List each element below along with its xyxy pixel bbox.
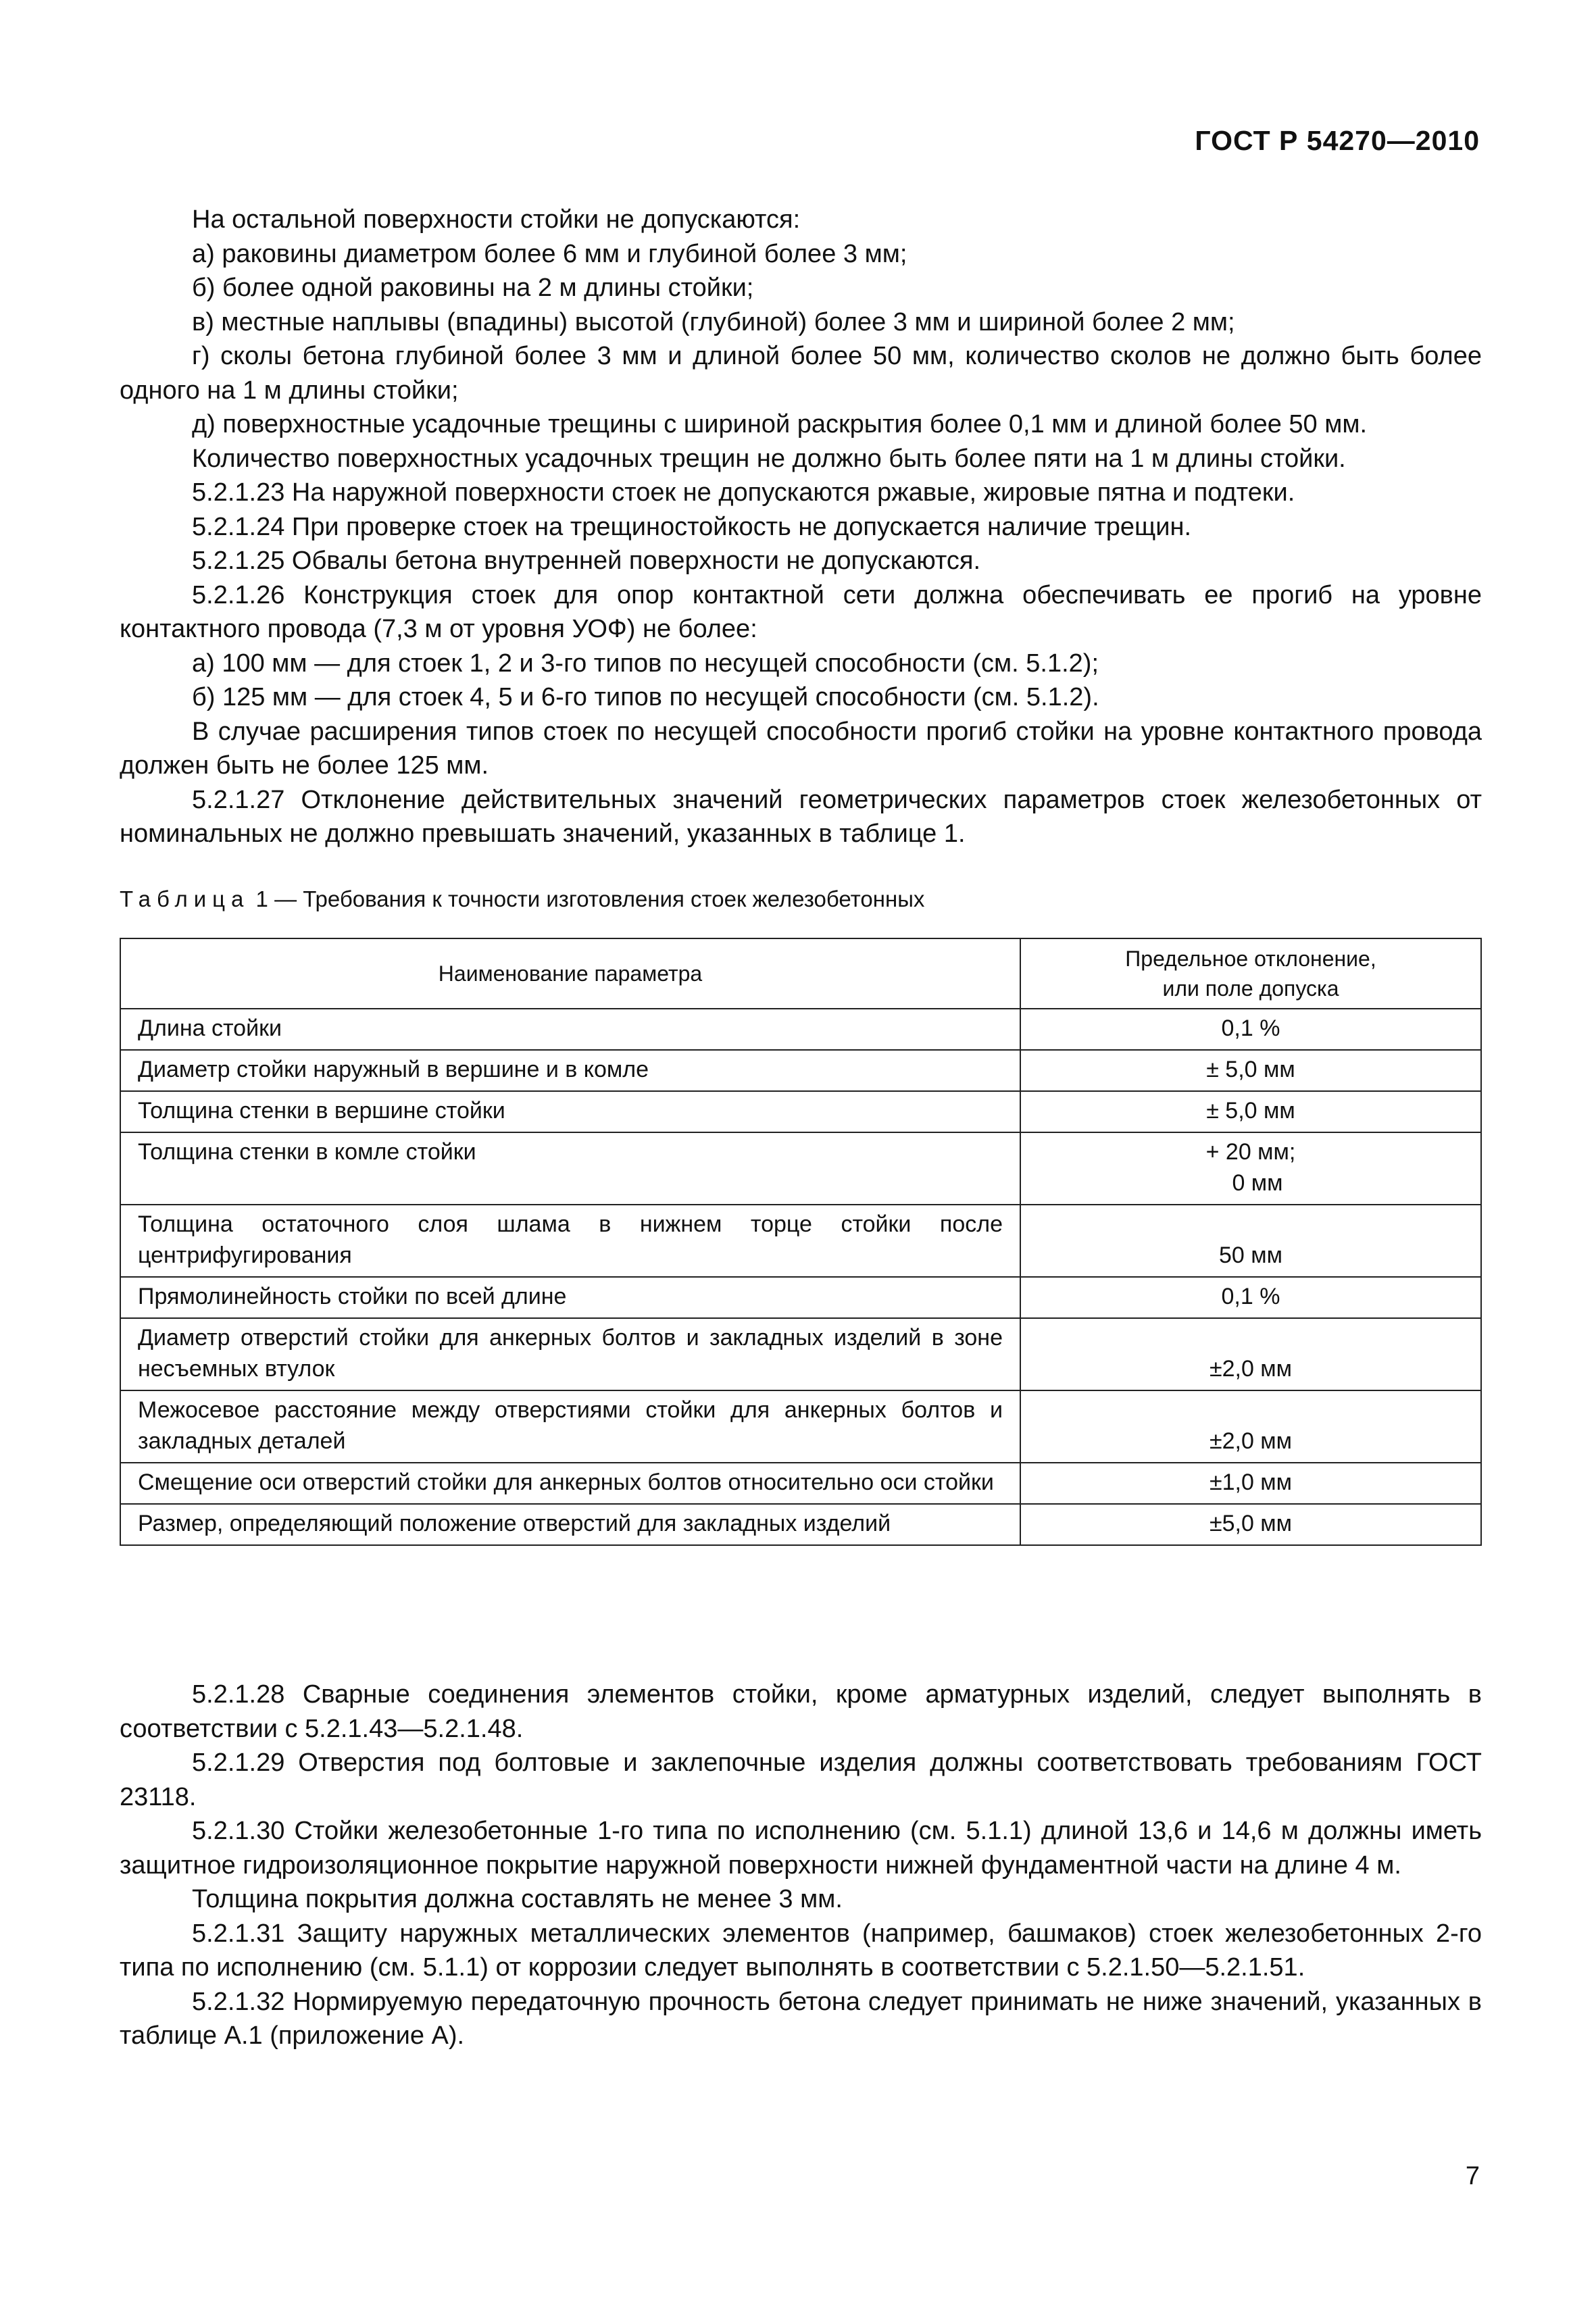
paragraph: Количество поверхностных усадочных трещин не должно быть более пяти на 1 м длины стойки. [192,444,1346,473]
paragraph: д) поверхностные усадочные трещины с шириной раскрытия более 0,1 мм и длиной более 50 мм. [192,410,1368,438]
tolerance-cell: 0,1 % [1020,1277,1481,1318]
table-caption-label: Таблица [120,886,250,911]
table-row [120,1463,1481,1504]
paragraph: б) 125 мм — для стоек 4, 5 и 6-го типов по несущей способности (см. 5.1.2). [192,683,1099,711]
paragraph: 5.2.1.26 Конструкция стоек для опор контактной сети должна обеспечивать ее прогиб на уровне контактного провода (7,3 м от уровня УОФ) не более: [120,580,1482,643]
requirements-table [120,938,1482,1546]
paragraph: 5.2.1.28 Сварные соединения элементов стойки, кроме арматурных изделий, следует выполнять в соответствии с 5.2.1.43—5.2.1.48. [120,1680,1482,1743]
tolerance-upper: + 20 мм; [1205,1139,1296,1165]
paragraph: 5.2.1.29 Отверстия под болтовые и заклепочные изделия должны соответствовать требованиям ГОСТ 23118. [120,1749,1482,1811]
column-header-tolerance-line1: Предельное отклонение, [1125,947,1376,971]
table-row [120,1390,1481,1463]
parameter-cell: Толщина стенки в комле стойки [120,1132,1020,1205]
document-code-header: ГОСТ Р 54270—2010 [1195,125,1480,156]
table-row [120,1132,1481,1205]
table-row [120,1091,1481,1132]
tolerance-cell: ±2,0 мм [1020,1390,1481,1463]
paragraph: б) более одной раковины на 2 м длины стойки; [192,274,754,302]
column-header-tolerance-line2: или поле допуска [1162,976,1339,1001]
body-text-top [120,203,1482,851]
column-header-parameter: Наименование параметра [120,938,1020,1009]
page-number: 7 [1465,2162,1480,2190]
tolerance-lower: 0 мм [1232,1170,1283,1196]
table-row [120,1009,1481,1050]
parameter-cell: Прямолинейность стойки по всей длине [120,1277,1020,1318]
table-caption [120,886,924,912]
paragraph: 5.2.1.25 Обвалы бетона внутренней поверхности не допускаются. [192,547,981,575]
table-row [120,1504,1481,1545]
paragraph: В случае расширения типов стоек по несущей способности прогиб стойки на уровне контактного провода должен быть не более 125 мм. [120,717,1482,780]
parameter-cell: Длина стойки [120,1009,1020,1050]
table-caption-text: 1 — Требования к точности изготовления стоек железобетонных [249,886,925,911]
tolerance-cell: 0,1 % [1020,1009,1481,1050]
table-row [120,1277,1481,1318]
paragraph: а) раковины диаметром более 6 мм и глубиной более 3 мм; [192,239,907,268]
table-row [120,1205,1481,1277]
parameter-cell: Смещение оси отверстий стойки для анкерных болтов относительно оси стойки [120,1463,1020,1504]
body-text-bottom [120,1678,1482,2053]
column-header-tolerance [1020,938,1481,1009]
table-header-row [120,938,1481,1009]
parameter-cell: Толщина остаточного слоя шлама в нижнем торце стойки после центрифугирования [120,1205,1020,1277]
table-row [120,1050,1481,1091]
tolerance-cell: ±1,0 мм [1020,1463,1481,1504]
paragraph: 5.2.1.31 Защиту наружных металлических элементов (например, башмаков) стоек железобетонных 2-го типа по исполнению (см. 5.1.1) от коррозии следует выполнять в соответствии с 5.2.1.50—5.2.1.51. [120,1919,1482,1982]
paragraph: 5.2.1.27 Отклонение действительных значений геометрических параметров стоек железобетонных от номинальных не должно превышать значений, указанных в таблице 1. [120,785,1482,848]
parameter-cell: Межосевое расстояние между отверстиями стойки для анкерных болтов и закладных деталей [120,1390,1020,1463]
parameter-cell: Толщина стенки в вершине стойки [120,1091,1020,1132]
tolerance-cell: ± 5,0 мм [1020,1091,1481,1132]
tolerance-cell: ±5,0 мм [1020,1504,1481,1545]
paragraph: а) 100 мм — для стоек 1, 2 и 3-го типов по несущей способности (см. 5.1.2); [192,649,1099,678]
parameter-cell: Диаметр стойки наружный в вершине и в комле [120,1050,1020,1091]
tolerance-cell: ± 5,0 мм [1020,1050,1481,1091]
paragraph: в) местные наплывы (впадины) высотой (глубиной) более 3 мм и шириной более 2 мм; [192,307,1235,336]
table-row [120,1318,1481,1390]
tolerance-cell [1020,1132,1481,1205]
paragraph: 5.2.1.24 При проверке стоек на трещиностойкость не допускается наличие трещин. [192,512,1192,541]
paragraph: 5.2.1.23 На наружной поверхности стоек не допускаются ржавые, жировые пятна и подтеки. [192,478,1295,507]
parameter-cell: Диаметр отверстий стойки для анкерных болтов и закладных изделий в зоне несъемных втулок [120,1318,1020,1390]
paragraph: 5.2.1.32 Нормируемую передаточную прочность бетона следует принимать не ниже значений, указанных в таблице А.1 (приложение А). [120,1987,1482,2050]
tolerance-cell: ±2,0 мм [1020,1318,1481,1390]
paragraph: На остальной поверхности стойки не допускаются: [192,205,801,234]
paragraph: г) сколы бетона глубиной более 3 мм и длиной более 50 мм, количество сколов не должно быть более одного на 1 м длины стойки; [120,342,1482,405]
paragraph: Толщина покрытия должна составлять не менее 3 мм. [192,1885,843,1913]
paragraph: 5.2.1.30 Стойки железобетонные 1-го типа по исполнению (см. 5.1.1) длиной 13,6 и 14,6 м должны иметь защитное гидроизоляционное покрытие наружной поверхности нижней фундаментной части на длине 4 м. [120,1817,1482,1880]
parameter-cell: Размер, определяющий положение отверстий для закладных изделий [120,1504,1020,1545]
tolerance-cell: 50 мм [1020,1205,1481,1277]
